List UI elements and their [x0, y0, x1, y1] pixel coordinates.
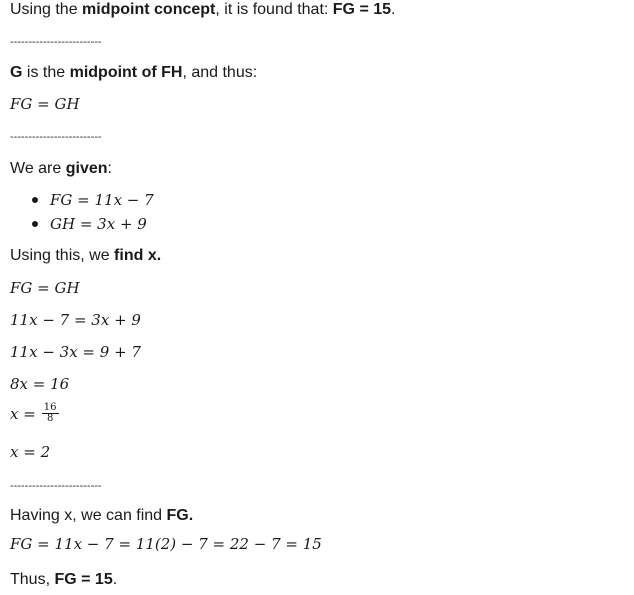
given-list: [30, 190, 154, 238]
midpoint-equation: FG = GH: [10, 95, 80, 113]
bullet-icon: [32, 221, 38, 227]
given-item: GH = 3x + 9: [30, 214, 154, 238]
separator-1: -------------------------: [10, 36, 102, 48]
separator-2: -------------------------: [10, 131, 102, 143]
conclusion: Thus, FG = 15.: [10, 571, 118, 588]
step-equation: 8x = 16: [10, 375, 70, 393]
fraction: $\frac{16}{8}$: [43, 401, 57, 424]
bullet-icon: [32, 197, 38, 203]
intro-sentence: Using the midpoint concept, it is found that: FG = 15.: [10, 1, 396, 18]
find-x-heading: Using this, we find x.: [10, 247, 162, 264]
step-equation: 11x − 3x = 9 + 7: [10, 343, 141, 361]
step-equation: 11x − 7 = 3x + 9: [10, 311, 141, 329]
fraction-step: x = $\frac{16}{8}$: [10, 401, 57, 424]
x-result: x = 2: [10, 443, 51, 461]
conclusion-answer: FG = 15: [54, 571, 113, 588]
intro-keyword: midpoint concept: [82, 1, 216, 18]
fg-equation: FG = 11x − 7 = 11(2) − 7 = 22 − 7 = 15: [10, 535, 322, 553]
midpoint-statement: G is the midpoint of FH, and thus:: [10, 64, 258, 81]
given-heading: We are given:: [10, 160, 112, 177]
separator-3: -------------------------: [10, 480, 102, 492]
intro-answer: FG = 15: [332, 1, 392, 18]
step-equation: FG = GH: [10, 279, 80, 297]
given-item: FG = 11x − 7: [30, 190, 154, 214]
find-fg-heading: Having x, we can find FG.: [10, 507, 194, 524]
